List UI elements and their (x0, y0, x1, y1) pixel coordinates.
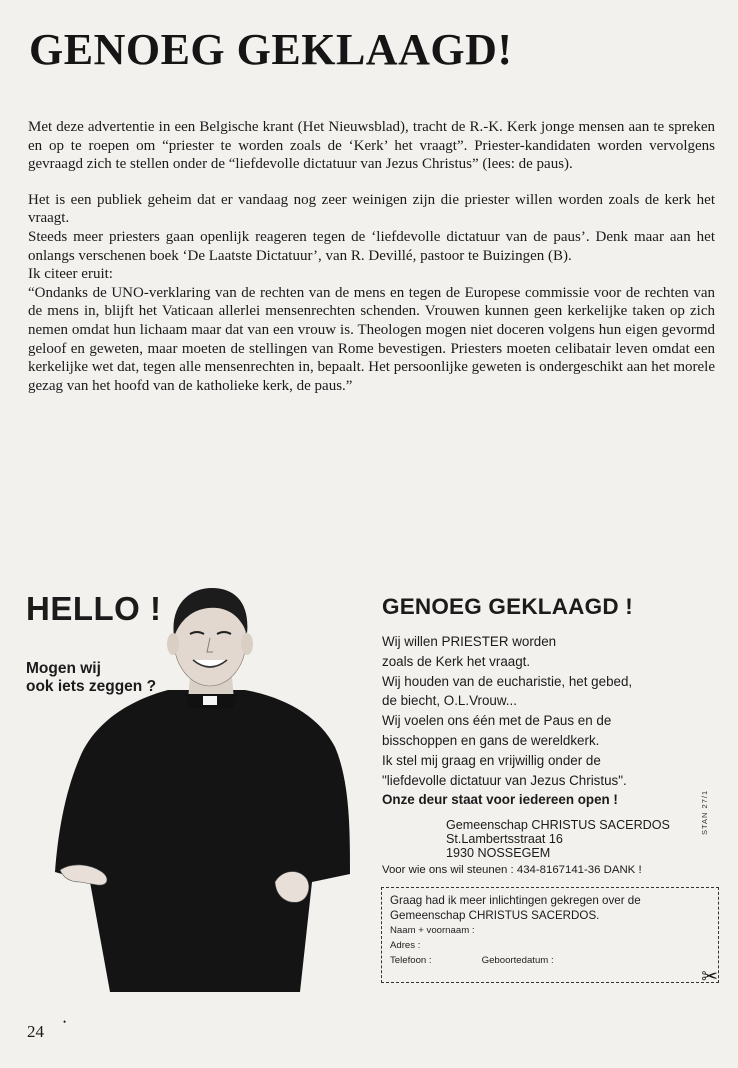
ad-lines (382, 632, 712, 790)
coupon-intro: Graag had ik meer inlichtingen gekregen over de (390, 894, 641, 907)
reply-coupon (381, 887, 719, 988)
hello-subheading-line: Mogen wij (26, 660, 101, 677)
scissors-icon: ✂ (701, 964, 718, 988)
ad-bold-line: Onze deur staat voor iedereen open ! (382, 792, 618, 808)
paragraph: Het is een publiek geheim dat er vandaag nog zeer weinigen zijn die priester willen worden zoals de kerk het vraagt. (28, 191, 715, 227)
ad-line: "liefdevolle dictatuur van Jezus Christus". (382, 772, 627, 788)
ad-line: Ik stel mij graag en vrijwillig onder de (382, 752, 601, 768)
address-line: Gemeenschap CHRISTUS SACERDOS (446, 818, 670, 833)
address-line: St.Lambertsstraat 16 (446, 831, 563, 846)
address-block (446, 819, 712, 860)
page-title: GENOEG GEKLAAGD! (29, 25, 513, 74)
advertisement (0, 580, 738, 1000)
priest-photo (50, 582, 370, 992)
page-number: 24 (27, 1022, 44, 1041)
coupon-phone-field[interactable]: Telefoon : (390, 955, 432, 966)
ad-line: Wij voelen ons één met de Paus en de (382, 713, 612, 729)
paragraph: “Ondanks de UNO-verklaring van de rechten van de mens en tegen de Europese commissie voor de rechten van de mens in, blijft het Vaticaan allerlei mensenrechten schenden. Vrouwen kunnen geen kerkelijke taken op zich nemen omdat hun lichaam maar dat van een vrouw is. Theologen mogen niet doceren volgens hun eigen gevormd geloof en geweten, maar moeten de stellingen van Rome bevestigen. Priesters moeten celibatair leven omdat een kerkelijke wet dat, tegen alle mensenrechten in, bepaalt. Het persoonlijke geweten is ondergeschikt aan het morele gezag van het hoofd van de katholieke kerk, de paus.” (28, 284, 715, 394)
coupon-name-field[interactable]: Naam + voornaam : (390, 925, 475, 936)
hello-subheading (26, 660, 176, 696)
paragraph: Steeds meer priesters gaan openlijk reageren tegen de ‘liefdevolle dictatuur van de paus’. Denk maar aan het onlangs verschenen boek ‘De Laatste Dictatuur’, van R. Devillé, pastoor te Buizingen (B). (28, 228, 715, 264)
ad-line: de biecht, O.L.Vrouw... (382, 693, 517, 709)
ad-line: bisschoppen en gans de wereldkerk. (382, 732, 600, 748)
hello-subheading-line: ook iets zeggen ? (26, 678, 157, 695)
article-body (28, 118, 715, 395)
ad-title: GENOEG GEKLAAGD ! (382, 594, 633, 619)
coupon-intro: Gemeenschap CHRISTUS SACERDOS. (390, 908, 600, 922)
side-mark: STAN 27/1 (700, 789, 709, 835)
coupon-row (390, 953, 710, 968)
ad-line: Wij houden van de eucharistie, het gebed, (382, 673, 633, 689)
hello-heading: HELLO ! (26, 590, 162, 627)
coupon-address-field[interactable]: Adres : (390, 940, 421, 951)
paragraph: Met deze advertentie in een Belgische krant (Het Nieuwsblad), tracht de R.-K. Kerk jonge mensen aan te spreken en op te roepen om “priester te worden zoals de ‘Kerk’ het vraagt”. Priester-kandidaten worden vervolgens gevraagd zich te stellen onder de “liefdevolle dictatuur van Jezus Christus” (lees: de paus). (28, 119, 715, 173)
ad-line: Wij willen PRIESTER worden (382, 634, 557, 649)
ad-text-column (382, 594, 712, 876)
ad-line: zoals de Kerk het vraagt. (382, 653, 531, 669)
paragraph: Ik citeer eruit: (28, 266, 113, 283)
coupon-birthdate-field[interactable]: Geboortedatum : (481, 955, 554, 966)
support-line: Voor wie ons wil steunen : 434-8167141-36 DANK ! (382, 864, 642, 877)
printer-mark-icon: • (63, 1017, 67, 1027)
address-line: 1930 NOSSEGEM (446, 845, 551, 860)
